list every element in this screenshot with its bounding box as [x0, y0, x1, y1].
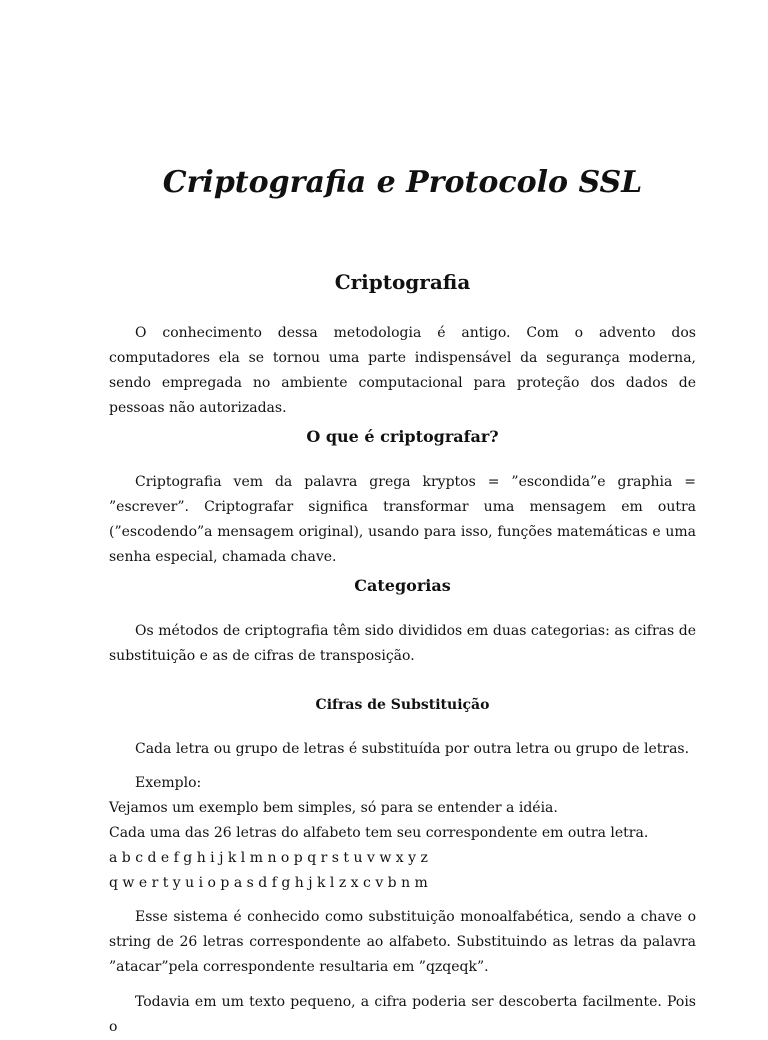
paragraph-criptografia-intro: O conhecimento dessa metodologia é antigo. Com o advento dos computadores ela se tornou uma parte indispensável da segurança moderna, sendo empregada no ambiente computacional para proteção dos dados de pessoas não autorizadas.: [109, 325, 696, 416]
section-heading-categorias: Categorias: [354, 576, 451, 595]
paragraph-o-que-e-criptografar: Criptografia vem da palavra grega kryptos = ”escondida”e graphia = ”escrever”. Criptografar significa transformar uma mensagem em outra (”escodendo”a mensagem original), usando para isso, funções matemáticas e uma senha especial, chamada chave.: [109, 474, 696, 565]
paragraph-monoalfabetica: Esse sistema é conhecido como substituição monoalfabética, sendo a chave o string de 26 letras correspondente ao alfabeto. Substituindo as letras da palavra ”atacar”pela correspondente resultaria em ”qzqeqk”.: [109, 909, 696, 975]
paragraph-categorias: Os métodos de criptografia têm sido divididos em duas categorias: as cifras de substituição e as de cifras de transposição.: [109, 623, 696, 664]
example-alphabet-cipher: q w e r t y u i o p a s d f g h j k l z x c v b n m: [109, 875, 428, 891]
section-heading-cifras-de-substituicao: Cifras de Substituição: [315, 697, 490, 713]
example-line: Vejamos um exemplo bem simples, só para se entender a idéia.: [109, 800, 558, 816]
document-title: Criptografia e Protocolo SSL: [162, 165, 643, 200]
example-alphabet-plain: a b c d e f g h i j k l m n o p q r s t u v w x y z: [109, 850, 428, 866]
section-heading-o-que-e-criptografar: O que é criptografar?: [306, 427, 499, 446]
paragraph-cifras-definicao: Cada letra ou grupo de letras é substituída por outra letra ou grupo de letras.: [135, 741, 690, 757]
section-heading-criptografia: Criptografia: [334, 270, 471, 294]
example-line: Cada uma das 26 letras do alfabeto tem seu correspondente em outra letra.: [109, 825, 649, 841]
paragraph-texto-pequeno: Todavia em um texto pequeno, a cifra poderia ser descoberta facilmente. Pois o: [109, 994, 696, 1035]
example-label: Exemplo:: [135, 775, 202, 791]
